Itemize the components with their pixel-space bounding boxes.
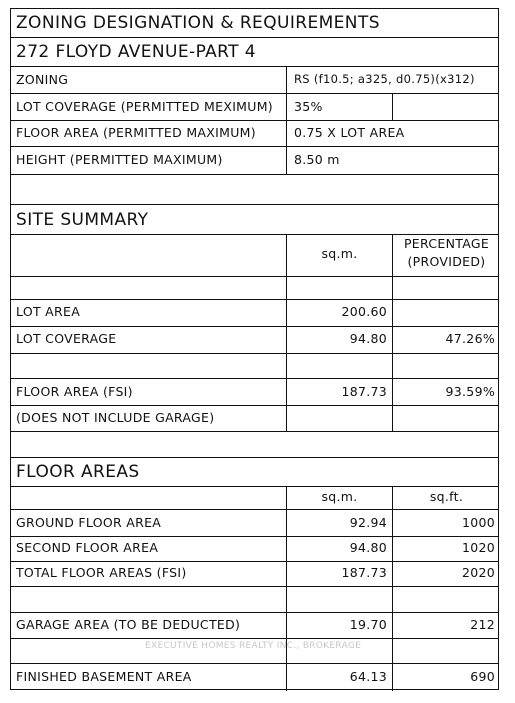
- rule: [11, 37, 498, 38]
- rule: [11, 93, 498, 94]
- rule: [11, 486, 498, 487]
- site-summary-title: SITE SUMMARY: [16, 210, 149, 230]
- zoning-table: [10, 8, 499, 690]
- table-title: ZONING DESIGNATION & REQUIREMENTS: [16, 13, 380, 33]
- second-floor-sqm: 94.80: [349, 540, 387, 555]
- rule: [11, 405, 498, 406]
- floor-area-fsi-sqm: 187.73: [341, 384, 387, 399]
- basement-sqm: 64.13: [349, 669, 387, 684]
- garage-note: (DOES NOT INCLUDE GARAGE): [16, 410, 215, 425]
- basement-sqft: 690: [470, 669, 495, 684]
- total-floor-sqm: 187.73: [341, 565, 387, 580]
- rule: [11, 509, 498, 510]
- floor-area-permitted-label: FLOOR AREA (PERMITTED MAXIMUM): [16, 125, 256, 140]
- floor-areas-title: FLOOR AREAS: [16, 462, 140, 482]
- rule: [11, 561, 498, 562]
- rule: [11, 457, 498, 458]
- floor-area-fsi-pct: 93.59%: [445, 384, 495, 399]
- total-floor-sqft: 2020: [461, 565, 495, 580]
- garage-area-label: GARAGE AREA (TO BE DEDUCTED): [16, 617, 241, 632]
- rule: [11, 431, 498, 432]
- rule: [11, 174, 498, 175]
- rule: [11, 353, 498, 354]
- basement-label: FINISHED BASEMENT AREA: [16, 669, 192, 684]
- second-floor-label: SECOND FLOOR AREA: [16, 540, 159, 555]
- rule: [11, 663, 498, 664]
- ground-floor-label: GROUND FLOOR AREA: [16, 515, 162, 530]
- rule: [11, 299, 498, 300]
- rule: [11, 586, 498, 587]
- garage-area-sqft: 212: [470, 617, 495, 632]
- height-permitted-label: HEIGHT (PERMITTED MAXIMUM): [16, 152, 223, 167]
- rule: [11, 638, 498, 639]
- floor-sqft-header: sq.ft.: [429, 489, 464, 504]
- rule: [11, 612, 498, 613]
- rule: [11, 120, 498, 121]
- floor-area-permitted-value: 0.75 X LOT AREA: [294, 125, 405, 140]
- percentage-header: PERCENTAGE: [403, 236, 490, 251]
- ground-floor-sqft: 1000: [461, 515, 495, 530]
- lot-coverage-sqm: 94.80: [349, 331, 387, 346]
- lot-coverage-permitted-label: LOT COVERAGE (PERMITTED MEXIMUM): [16, 99, 273, 114]
- column-rule: [286, 66, 287, 174]
- sqm-header: sq.m.: [321, 246, 358, 261]
- garage-area-sqm: 19.70: [349, 617, 387, 632]
- lot-area-sqm: 200.60: [341, 304, 387, 319]
- provided-header: (PROVIDED): [407, 254, 486, 269]
- height-permitted-value: 8.50 m: [294, 152, 340, 167]
- rule: [11, 536, 498, 537]
- lot-coverage-label: LOT COVERAGE: [16, 331, 117, 346]
- rule: [11, 66, 498, 67]
- brokerage-watermark: EXECUTIVE HOMES REALTY INC., BROKERAGE: [145, 641, 362, 651]
- rule: [11, 378, 498, 379]
- rule: [11, 146, 498, 147]
- address: 272 FLOYD AVENUE-PART 4: [16, 42, 256, 62]
- total-floor-label: TOTAL FLOOR AREAS (FSI): [16, 565, 187, 580]
- column-rule: [392, 93, 393, 120]
- lot-coverage-pct: 47.26%: [445, 331, 495, 346]
- rule: [11, 276, 498, 277]
- ground-floor-sqm: 92.94: [349, 515, 387, 530]
- second-floor-sqft: 1020: [461, 540, 495, 555]
- rule: [11, 234, 498, 235]
- zoning-label: ZONING: [16, 72, 69, 87]
- floor-sqm-header: sq.m.: [321, 489, 358, 504]
- zoning-value: RS (f10.5; a325, d0.75)(x312): [294, 72, 475, 86]
- lot-coverage-permitted-value: 35%: [294, 99, 323, 114]
- lot-area-label: LOT AREA: [16, 304, 81, 319]
- rule: [11, 326, 498, 327]
- floor-area-fsi-label: FLOOR AREA (FSI): [16, 384, 133, 399]
- rule: [11, 204, 498, 205]
